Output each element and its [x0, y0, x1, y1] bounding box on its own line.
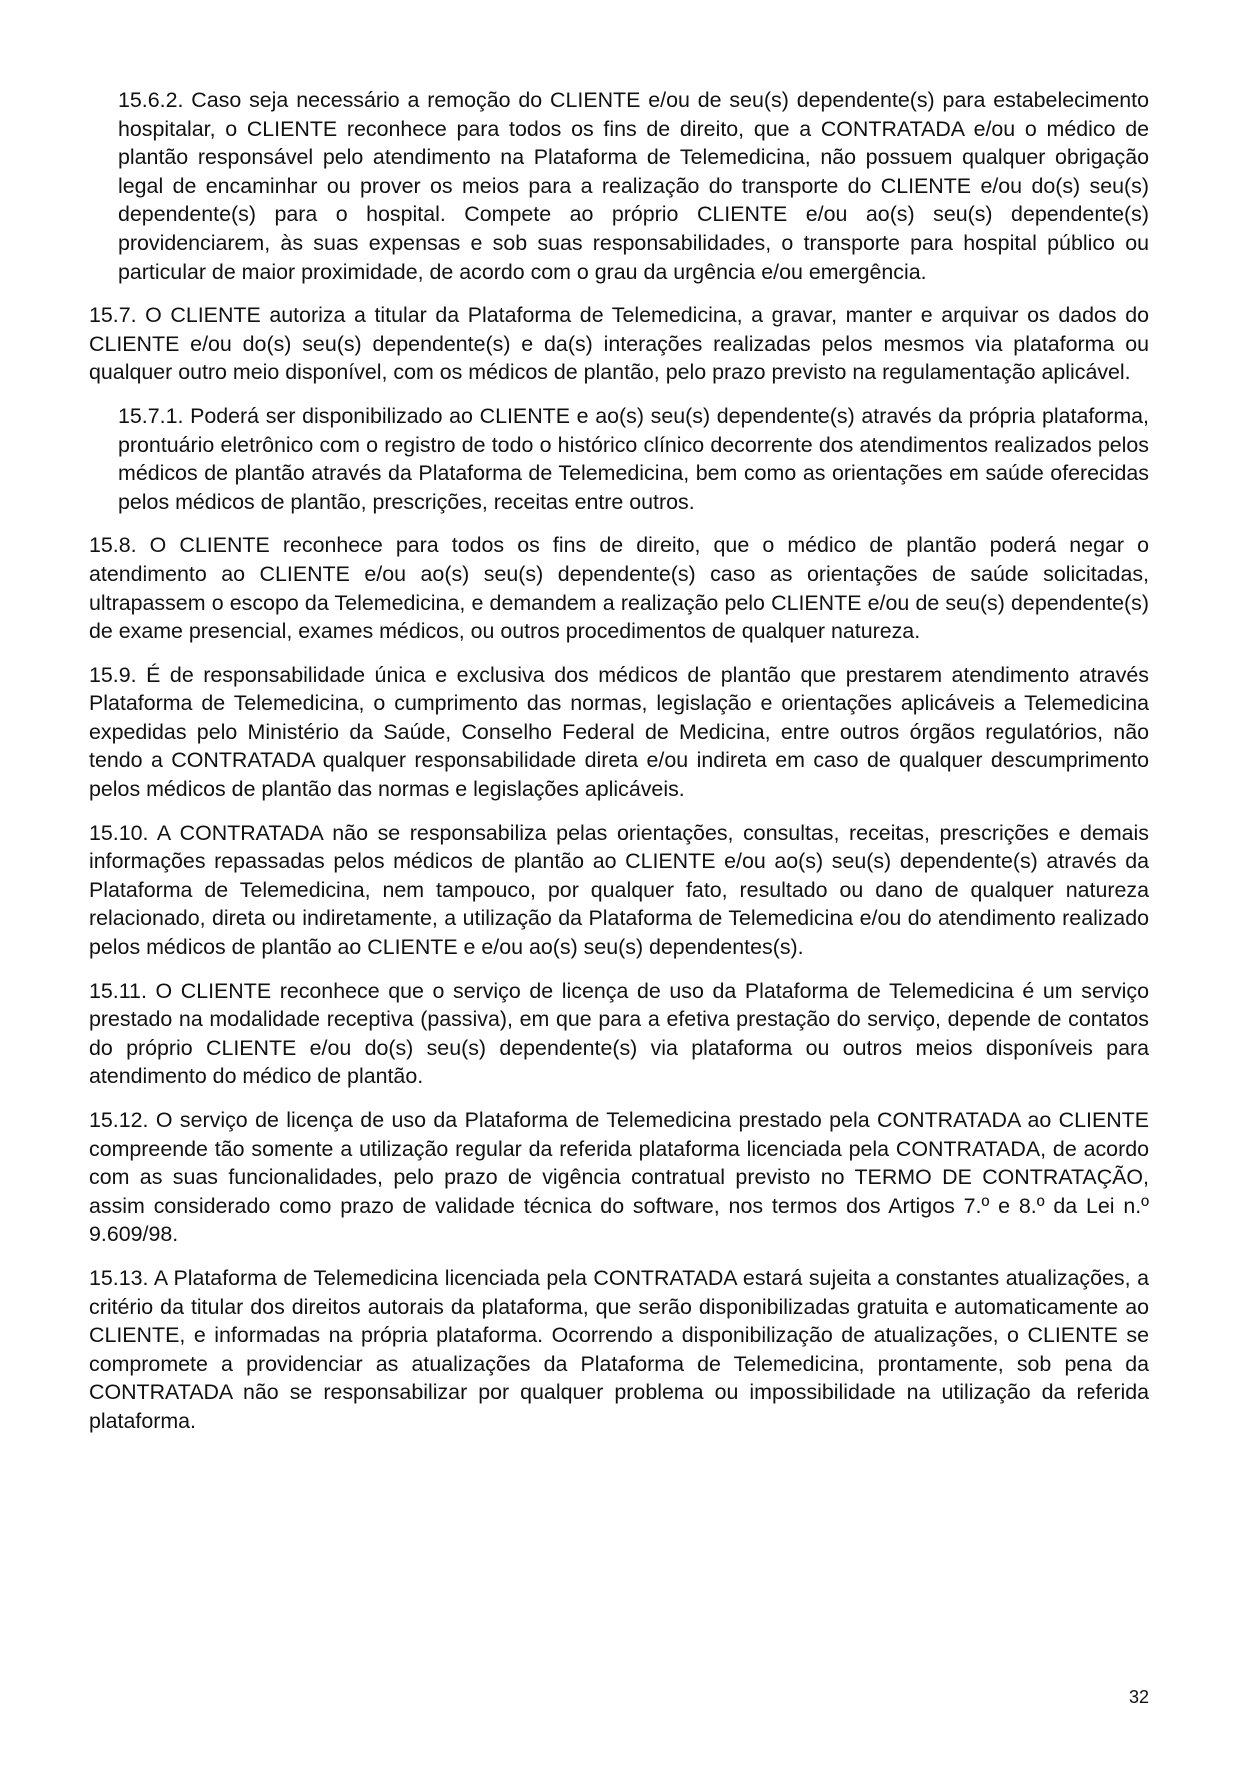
page-number: 32: [1128, 1687, 1149, 1707]
clause-15-8: 15.8. O CLIENTE reconhece para todos os fins de direito, que o médico de plantão poderá negar o atendimento ao CLIENTE e/ou ao(s) seu(s) dependente(s) caso as orientações de saúde solicitadas, ultrapassem o escopo da Telemedicina, e demandem a realização pelo CLIENTE e/ou de seu(s) dependente(s) de exame presencial, exames médicos, ou outros procedimentos de qualquer natureza.: [89, 533, 1149, 644]
clause-15-7: 15.7. O CLIENTE autoriza a titular da Plataforma de Telemedicina, a gravar, manter e arquivar os dados do CLIENTE e/ou do(s) seu(s) dependente(s) e da(s) interações realizadas pelos mesmos via plataforma ou qualquer outro meio disponível, com os médicos de plantão, pelo prazo previsto na regulamentação aplicável.: [89, 303, 1149, 385]
document-body: [89, 86, 1149, 1451]
clause-15-12: 15.12. O serviço de licença de uso da Plataforma de Telemedicina prestado pela CONTRATADA ao CLIENTE compreende tão somente a utilização regular da referida plataforma licenciada pela CONTRATADA, de acordo com as suas funcionalidades, pelo prazo de vigência contratual previsto no TERMO DE CONTRATAÇÃO, assim considerado como prazo de validade técnica do software, nos termos dos Artigos 7.º e 8.º da Lei n.º 9.609/98.: [89, 1108, 1149, 1247]
clause-15-7-1: 15.7.1. Poderá ser disponibilizado ao CLIENTE e ao(s) seu(s) dependente(s) através da própria plataforma, prontuário eletrônico com o registro de todo o histórico clínico decorrente dos atendimentos realizados pelos médicos de plantão através da Plataforma de Telemedicina, bem como as orientações em saúde oferecidas pelos médicos de plantão, prescrições, receitas entre outros.: [118, 403, 1149, 514]
clause-15-9: 15.9. É de responsabilidade única e exclusiva dos médicos de plantão que prestarem atendimento através Plataforma de Telemedicina, o cumprimento das normas, legislação e orientações aplicáveis a Telemedicina expedidas pelo Ministério da Saúde, Conselho Federal de Medicina, entre outros órgãos regulatórios, não tendo a CONTRATADA qualquer responsabilidade direta e/ou indireta em caso de qualquer descumprimento pelos médicos de plantão das normas e legislações aplicáveis.: [89, 662, 1149, 802]
clause-15-6-2: 15.6.2. Caso seja necessário a remoção do CLIENTE e/ou de seu(s) dependente(s) para estabelecimento hospitalar, o CLIENTE reconhece para todos os fins de direito, que a CONTRATADA e/ou o médico de plantão responsável pelo atendimento na Plataforma de Telemedicina, não possuem qualquer obrigação legal de encaminhar ou prover os meios para a realização do transporte do CLIENTE e/ou do(s) seu(s) dependente(s) para o hospital. Compete ao próprio CLIENTE e/ou ao(s) seu(s) dependente(s) providenciarem, às suas expensas e sob suas responsabilidades, o transporte para hospital público ou particular de maior proximidade, de acordo com o grau da urgência e/ou emergência.: [118, 88, 1149, 284]
clause-15-11: 15.11. O CLIENTE reconhece que o serviço de licença de uso da Plataforma de Telemedicina é um serviço prestado na modalidade receptiva (passiva), em que para a efetiva prestação do serviço, depende de contatos do próprio CLIENTE e/ou do(s) seu(s) dependente(s) via plataforma ou outros meios disponíveis para atendimento do médico de plantão.: [89, 978, 1149, 1089]
clause-15-10: 15.10. A CONTRATADA não se responsabiliza pelas orientações, consultas, receitas, prescrições e demais informações repassadas pelos médicos de plantão ao CLIENTE e/ou ao(s) seu(s) dependente(s) através da Plataforma de Telemedicina, nem tampouco, por qualquer fato, resultado ou dano de qualquer natureza relacionado, direta ou indiretamente, a utilização da Plataforma de Telemedicina e/ou do atendimento realizado pelos médicos de plantão ao CLIENTE e e/ou ao(s) seu(s) dependentes(s).: [89, 820, 1149, 960]
clause-15-13: 15.13. A Plataforma de Telemedicina licenciada pela CONTRATADA estará sujeita a constantes atualizações, a critério da titular dos direitos autorais da plataforma, que serão disponibilizadas gratuita e automaticamente ao CLIENTE, e informadas na própria plataforma. Ocorrendo a disponibilização de atualizações, o CLIENTE se compromete a providenciar as atualizações da Plataforma de Telemedicina, prontamente, sob pena da CONTRATADA não se responsabilizar por qualquer problema ou impossibilidade na utilização da referida plataforma.: [89, 1265, 1149, 1433]
